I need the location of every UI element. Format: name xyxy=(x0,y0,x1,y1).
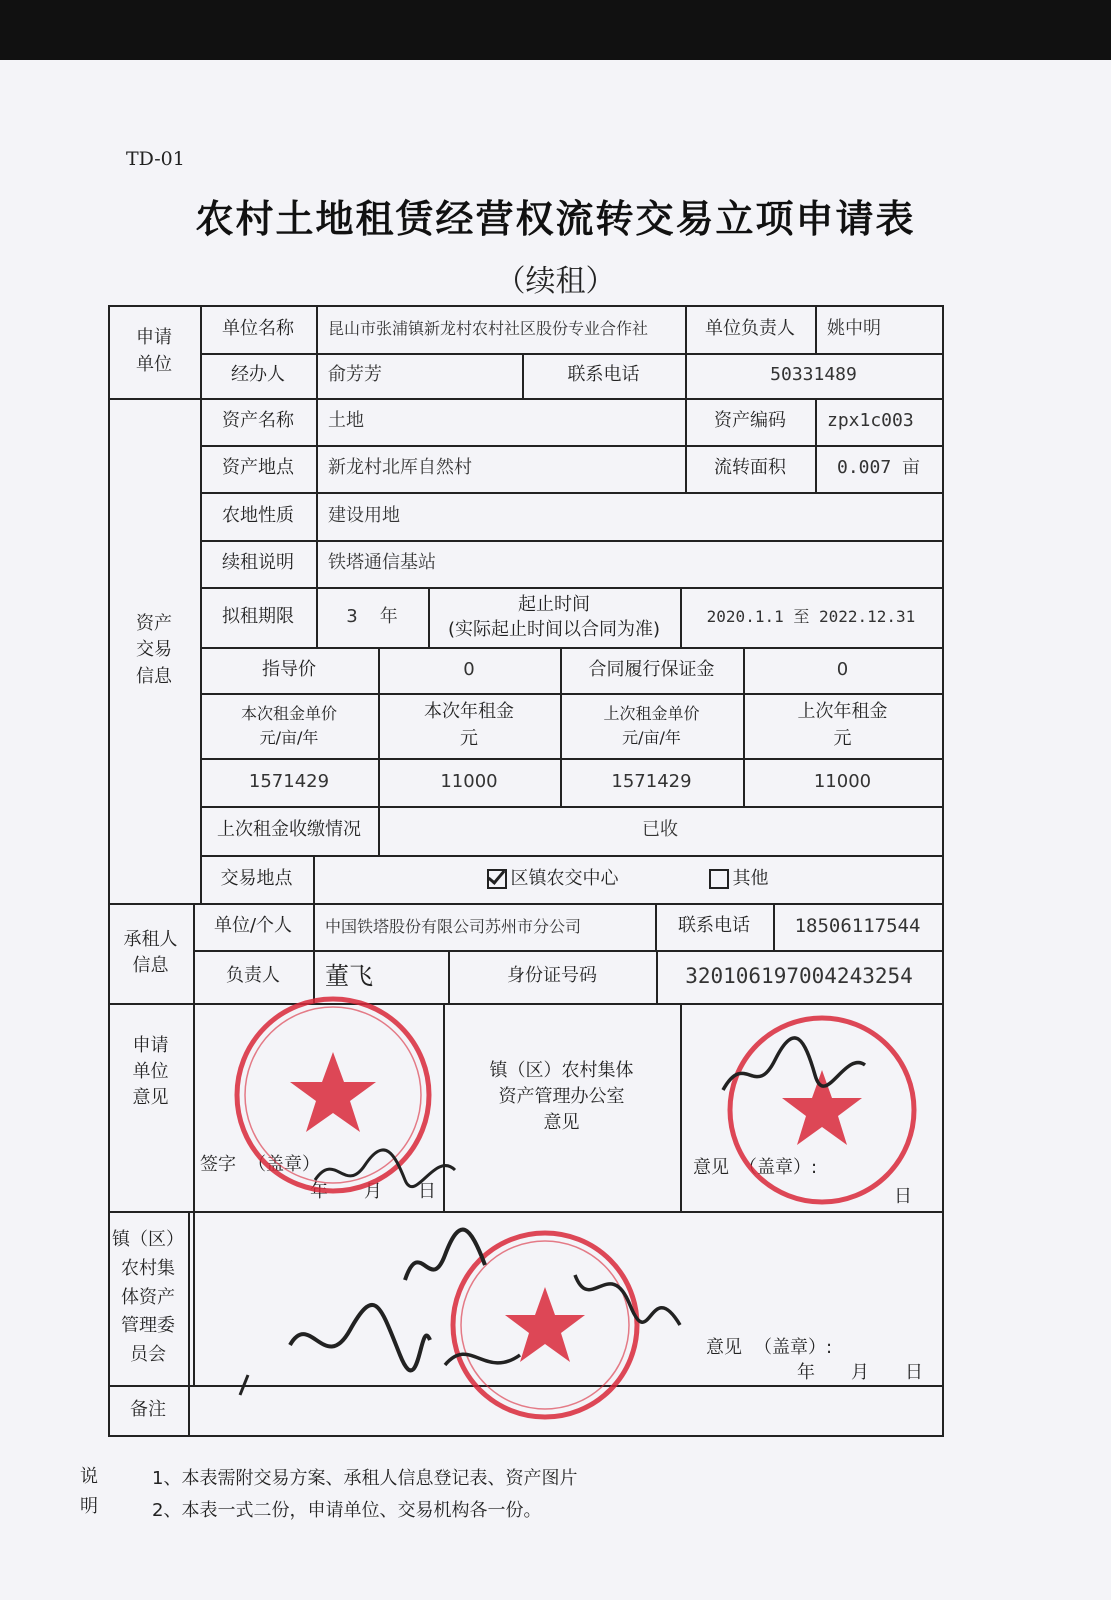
committee-sign-line xyxy=(706,1333,866,1363)
value-applicant-phone: 50331489 xyxy=(770,364,857,386)
label-prev-unit-price: 上次租金单价 元/亩/年 xyxy=(603,704,700,747)
applicant-signature xyxy=(310,1140,460,1200)
note-line-1: 1、本表需附交易方案、承租人信息登记表、资产图片 xyxy=(152,1468,578,1489)
value-lessee-leader: 董飞 xyxy=(325,962,373,991)
checkbox-district-center[interactable] xyxy=(487,869,507,889)
label-period: 起止时间 (实际起止时间以合同为准) xyxy=(447,593,661,640)
value-prev-rent-status: 已收 xyxy=(642,819,678,841)
office-date: 日 xyxy=(894,1185,912,1207)
section-applicant: 申请 单位 xyxy=(136,327,172,375)
label-prev-annual-rent: 上次年租金 元 xyxy=(797,701,888,749)
label-stamp: （盖章） xyxy=(248,1153,320,1175)
label-lessee-leader: 负责人 xyxy=(226,965,280,987)
value-lessee-unit: 中国铁塔股份有限公司苏州市分公司 xyxy=(325,916,582,936)
value-term-number: 3 xyxy=(346,605,358,627)
form-subtitle: （续租） xyxy=(495,264,616,299)
value-unit-price: 1571429 xyxy=(248,770,330,792)
value-handler: 俞芳芳 xyxy=(328,364,382,386)
section-lessee: 承租人 信息 xyxy=(123,928,178,976)
label-office-opinion: 镇（区）农村集体 资产管理办公室 意见 xyxy=(489,1059,634,1134)
label-prev-rent-status: 上次租金收缴情况 xyxy=(217,819,361,841)
value-asset-location: 新龙村北厍自然村 xyxy=(328,457,472,479)
label-handler: 经办人 xyxy=(231,364,285,386)
section-committee: 镇（区） 农村集 体资产 管理委 员会 xyxy=(112,1229,184,1366)
trade-place-options xyxy=(313,855,942,903)
label-id-number: 身份证号码 xyxy=(507,965,597,987)
option-other: 其他 xyxy=(732,867,769,889)
label-lessee-phone: 联系电话 xyxy=(678,915,750,937)
label-deposit: 合同履行保证金 xyxy=(588,658,715,680)
label-asset-name: 资产名称 xyxy=(222,410,294,432)
label-lease-term: 拟租期限 xyxy=(222,605,294,627)
label-office-stamp: （盖章）: xyxy=(739,1156,818,1178)
value-annual-rent: 11000 xyxy=(440,770,498,792)
label-unit-name: 单位名称 xyxy=(222,317,294,339)
checkbox-other[interactable] xyxy=(709,869,729,889)
notes-label: 说明 xyxy=(80,1466,98,1517)
form-code: TD-01 xyxy=(126,148,185,170)
value-term-unit: 年 xyxy=(379,605,398,627)
value-period: 2020.1.1 至 2022.12.31 xyxy=(706,607,916,627)
value-land-nature: 建设用地 xyxy=(328,504,400,526)
value-renewal-note: 铁塔通信基站 xyxy=(328,552,436,574)
option-district-center: 区镇农交中心 xyxy=(510,867,619,889)
value-deposit: 0 xyxy=(836,658,849,680)
label-guide-price: 指导价 xyxy=(262,658,316,680)
label-applicant-phone: 联系电话 xyxy=(567,364,640,386)
label-asset-location: 资产地点 xyxy=(222,457,294,479)
value-asset-name: 土地 xyxy=(328,410,364,432)
lease-term-value xyxy=(316,587,428,647)
value-prev-unit-price: 1571429 xyxy=(611,770,692,792)
form-title: 农村土地租赁经营权流转交易立项申请表 xyxy=(195,197,916,241)
label-sign: 签字 xyxy=(200,1153,236,1175)
committee-date: 年 月 日 xyxy=(797,1361,923,1383)
value-id-number: 320106197004243254 xyxy=(685,964,913,989)
label-transfer-area: 流转面积 xyxy=(714,457,786,479)
label-land-nature: 农地性质 xyxy=(222,504,294,526)
applicant-date: 年 月 日 xyxy=(310,1180,436,1202)
value-unit-name: 昆山市张浦镇新龙村农村社区股份专业合作社 xyxy=(328,319,649,339)
label-unit-price: 本次租金单价 元/亩/年 xyxy=(240,704,337,747)
label-trade-place: 交易地点 xyxy=(220,867,293,889)
label-asset-code: 资产编码 xyxy=(714,410,786,432)
value-transfer-area: 0.007 亩 xyxy=(836,457,921,479)
value-lessee-phone: 18506117544 xyxy=(794,914,921,937)
label-lessee-unit: 单位/个人 xyxy=(213,915,293,937)
section-asset: 资产 交易 信息 xyxy=(136,613,172,687)
label-committee-sign: 意见 xyxy=(706,1336,742,1358)
label-office-sign: 意见 xyxy=(693,1156,729,1178)
label-annual-rent: 本次年租金 元 xyxy=(424,701,514,749)
value-unit-leader: 姚中明 xyxy=(827,317,881,339)
office-signature xyxy=(715,1030,875,1110)
label-committee-stamp: （盖章）: xyxy=(754,1336,833,1358)
note-line-2: 2、本表一式二份，申请单位、交易机构各一份。 xyxy=(152,1500,542,1521)
label-renewal-note: 续租说明 xyxy=(222,552,294,574)
label-unit-leader: 单位负责人 xyxy=(705,317,795,339)
value-guide-price: 0 xyxy=(463,658,475,680)
committee-signature xyxy=(230,1215,710,1405)
section-applicant-opinion: 申请 单位 意见 xyxy=(132,1035,169,1109)
label-remark: 备注 xyxy=(130,1398,166,1420)
value-prev-annual-rent: 11000 xyxy=(813,770,872,792)
value-asset-code: zpx1c003 xyxy=(827,410,914,432)
